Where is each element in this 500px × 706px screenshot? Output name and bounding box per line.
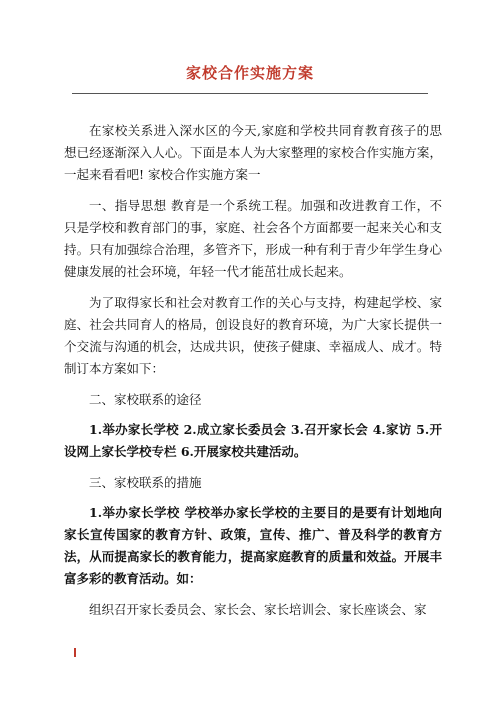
- activities-paragraph: 组织召开家长委员会、家长会、家长培训会、家长座谈会、家: [89, 602, 427, 617]
- margin-mark: [74, 648, 76, 657]
- intro-paragraph: 在家校关系进入深水区的今天,家庭和学校共同育教育孩子的思想已经逐渐深入人心。下面是本人为大家整理的家校合作实施方案，一起来看看吧! 家校合作实施方案一: [64, 123, 442, 182]
- section-heading-channels: 二、家校联系的途径: [89, 392, 202, 407]
- document-body: [64, 120, 442, 630]
- parent-school-paragraph: 1.举办家长学校 学校举办家长学校的主要目的是要有计划地向家长宣传国家的教育方针、政策，宣传、推广、普及科学的教育方法，从而提高家长的教育能力，提高家庭教育的质量和效益。开展丰富多彩的教育活动。如：: [64, 505, 442, 586]
- document-title: 家校合作实施方案: [185, 64, 314, 82]
- purpose-paragraph: 为了取得家长和社会对教育工作的关心与支持，构建起学校、家庭、社会共同育人的格局，创设良好的教育环境，为广大家长提供一个交流与沟通的机会，达成共识，使孩子健康、幸福成人、成才。特制订本方案如下：: [64, 295, 442, 376]
- section-heading-measures: 三、家校联系的措施: [89, 475, 202, 490]
- title-divider: [72, 93, 428, 94]
- channels-list-paragraph: 1.举办家长学校 2.成立家长委员会 3.召开家长会 4.家访 5.开设网上家长学校专栏 6.开展家校共建活动。: [64, 422, 442, 459]
- guiding-ideology-paragraph: 一、指导思想 教育是一个系统工程。加强和改进教育工作，不只是学校和教育部门的事，家庭、社会各个方面都要一起来关心和支持。只有加强综合治理，多管齐下，形成一种有利于青少年学生身心健康发展的社会环境，年轻一代才能茁壮成长起来。: [64, 198, 442, 279]
